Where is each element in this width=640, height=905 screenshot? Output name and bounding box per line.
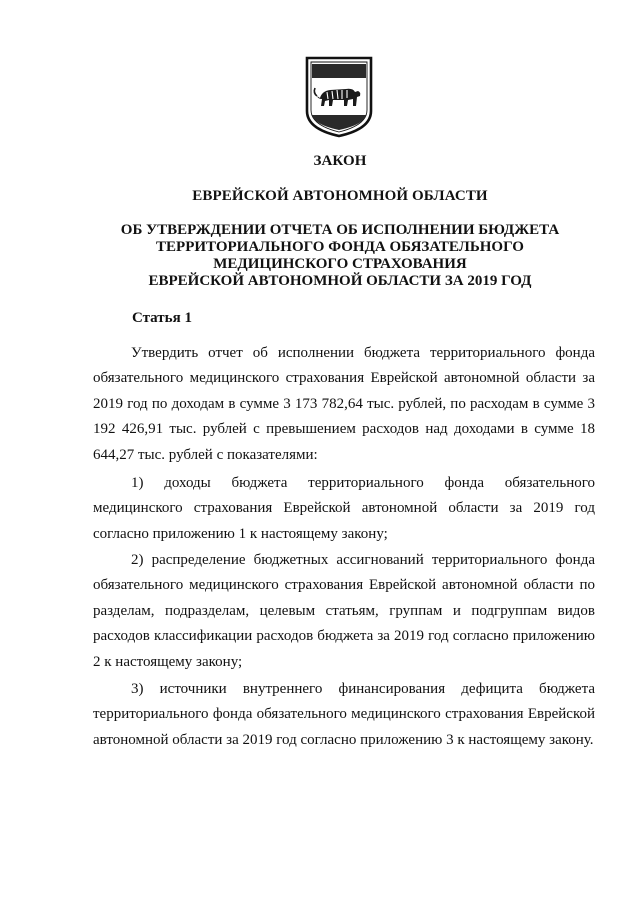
paragraph-intro: Утвердить отчет об исполнении бюджета территориального фонда обязательного медицинского страхования Еврейской автономной области за 2019 год по доходам в сумме 3 173 782,64 тыс. рублей, по расходам в сумме 3 192 426,91 тыс. рублей с превышением расходов над доходами в сумме 18 644,27 тыс. рублей с показателями: xyxy=(93,345,595,463)
law-title-line: ЕВРЕЙСКОЙ АВТОНОМНОЙ ОБЛАСТИ ЗА 2019 ГОД xyxy=(148,273,532,289)
law-label: ЗАКОН xyxy=(313,153,367,169)
paragraph-block xyxy=(93,341,595,468)
region-name: ЕВРЕЙСКОЙ АВТОНОМНОЙ ОБЛАСТИ xyxy=(192,188,488,204)
paragraph-block xyxy=(93,548,595,675)
list-item-2: 2) распределение бюджетных ассигнований территориального фонда обязательного медицинского страхования Еврейской автономной области по разделам, подразделам, целевым статьям, группам и подгруппам видов расходов классификации расходов бюджета за 2019 год согласно приложению 2 к настоящему закону; xyxy=(93,552,595,670)
list-item-1: 1) доходы бюджета территориального фонда обязательного медицинского страхования Еврейской автономной области за 2019 год согласно приложению 1 к настоящему закону; xyxy=(93,475,595,542)
law-title-line: МЕДИЦИНСКОГО СТРАХОВАНИЯ xyxy=(213,256,467,272)
paragraph-block xyxy=(93,677,595,753)
list-item-3: 3) источники внутреннего финансирования дефицита бюджета территориального фонда обязательного медицинского страхования Еврейской автономной области за 2019 год согласно приложению 3 к настоящему закону. xyxy=(93,681,595,748)
tiger-icon xyxy=(314,88,360,106)
coat-of-arms-emblem xyxy=(303,55,375,139)
law-title-line: ОБ УТВЕРЖДЕНИИ ОТЧЕТА ОБ ИСПОЛНЕНИИ БЮДЖЕТА xyxy=(120,222,560,238)
law-title xyxy=(0,222,640,290)
law-title-line: ТЕРРИТОРИАЛЬНОГО ФОНДА ОБЯЗАТЕЛЬНОГО xyxy=(156,239,524,255)
article-heading: Статья 1 xyxy=(132,310,192,326)
paragraph-block xyxy=(93,471,595,547)
